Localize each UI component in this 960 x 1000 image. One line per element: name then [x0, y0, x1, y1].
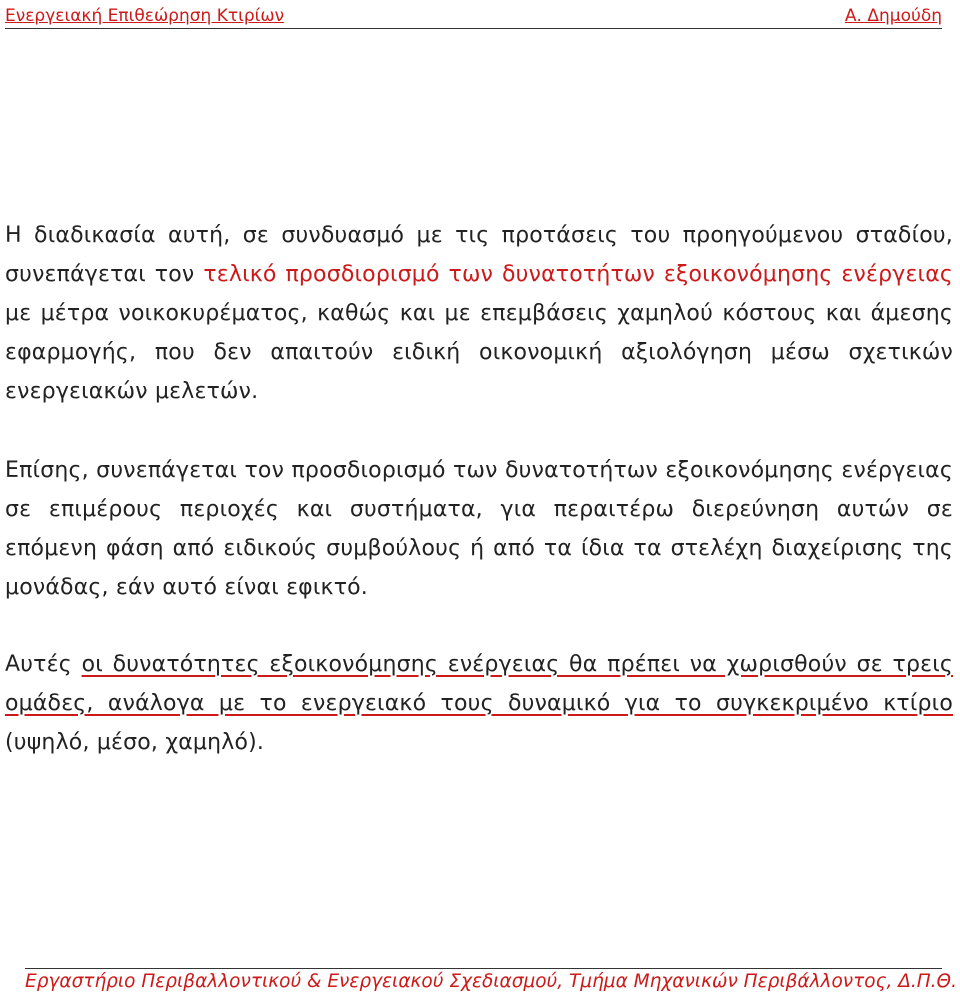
paragraph-1-highlight: τελικό προσδιορισμό των δυνατοτήτων εξοικονόμησης ενέργειας [203, 262, 954, 287]
paragraph-1-text-a: Η διαδικασία αυτή, σε συνδυασμό με τις προτάσεις του προηγούμενου σταδίου, συνεπάγεται τον [5, 223, 953, 287]
paragraph-3 [5, 645, 953, 762]
paragraph-3-text-a: Αυτές [5, 652, 82, 677]
paragraph-3-text-b: (υψηλό, μέσο, χαμηλό). [5, 730, 265, 755]
paragraph-1 [5, 216, 953, 411]
page-header [5, 4, 942, 29]
paragraph-1-text-b: με μέτρα νοικοκυρέματος, καθώς και με επεμβάσεις χαμηλού κόστους και άμεσης εφαρμογής, που δεν απαιτούν ειδική οικονομική αξιολόγηση μέσω σχετικών ενεργειακών μελετών. [5, 301, 953, 404]
paragraph-2: Επίσης, συνεπάγεται τον προσδιορισμό των δυνατοτήτων εξοικονόμησης ενέργειας σε επιμέρους περιοχές και συστήματα, για περαιτέρω διερεύνηση αυτών σε επόμενη φάση από ειδικούς συμβούλους ή από τα ίδια τα στελέχη διαχείρισης της μονάδας, εάν αυτό είναι εφικτό. [5, 458, 953, 600]
paragraph-3-underlined: οι δυνατότητες εξοικονόμησης ενέργειας θα πρέπει να χωρισθούν σε τρεις ομάδες, ανάλογα με το ενεργειακό τους δυναμικό για το συγκεκριμένο κτίριο [5, 652, 954, 716]
header-author: Α. Δημούδη [844, 6, 942, 26]
header-title: Ενεργειακή Επιθεώρηση Κτιρίων [5, 6, 285, 26]
page-footer: Εργαστήριο Περιβαλλοντικού & Ενεργειακού Σχεδιασμού, Τμήμα Μηχανικών Περιβάλλοντος, Δ.Π.Θ. [25, 968, 942, 992]
